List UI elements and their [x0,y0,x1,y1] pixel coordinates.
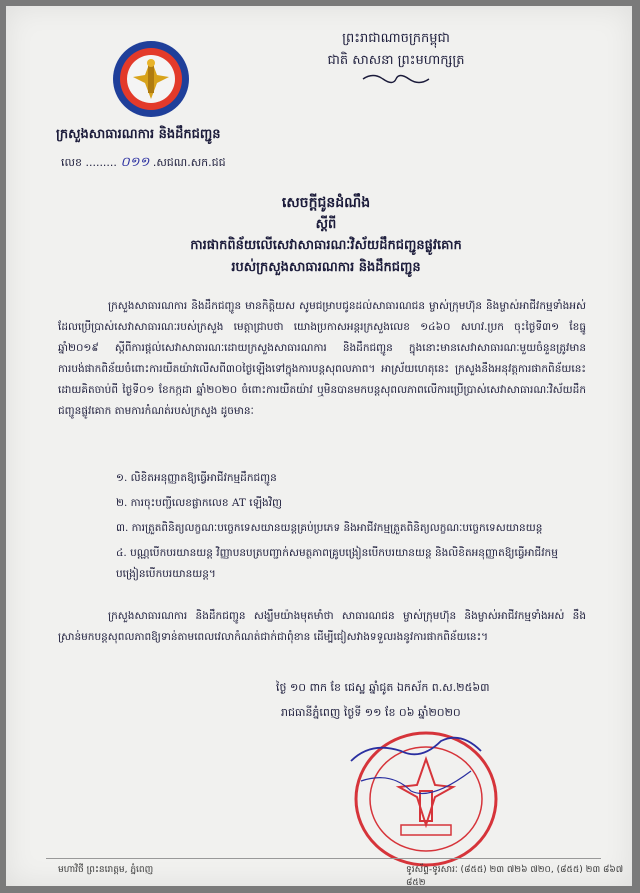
reference-handwritten-number: ០១១ [120,155,150,170]
title-line-3: ការផាកពិន័យលើសេវាសាធារណៈវិស័យដឹកជញ្ជូនផ្លូវគោក [190,238,462,253]
reference-prefix: លេខ [61,156,82,169]
kingdom-line-1: ព្រះរាជាណាចក្រកម្ពុជា [342,31,450,46]
closing-text [58,606,586,648]
lunar-date: ថ្ងៃ ១០ ពាក ខែ ជេស្ឋ ឆ្នាំជូត ឯកស័ក ព.ស.២៥៦៣ [276,681,490,694]
footer-divider [46,858,601,859]
list-item: ៤. បណ្ណបើកបរយានយន្ត វិញ្ញាបនបត្របញ្ជាក់សមត្ថភាពគ្រូបង្រៀនបើកបរយានយន្ត និងលិខិតអនុញ្ញាតឱ្យធ្វើអាជីវកម្មបង្រៀនបើកបរយានយន្ត។ [116,547,558,580]
reference-number: លេខ ......... ០១១ .សជណ.សក.ជជ [61,155,226,170]
ministry-name: ក្រសួងសាធារណការ និងដឹកជញ្ជូន [56,127,221,142]
footer-phone: ទូរស័ព្ទ-ទូរសារៈ (៨៥៥) ២៣ ៧២៦ ៧២០, (៨៥៥) ២៣ ៨៦៧ ៨៥២ [406,865,624,888]
solar-date: រាជធានីភ្នំពេញ ថ្ងៃទី ១១ ខែ ០៦ ឆ្នាំ២០២០ [281,706,461,719]
ministry-logo-icon [111,39,191,119]
body-text [58,296,586,422]
reference-suffix: .សជណ.សក.ជជ [152,156,226,169]
body-paragraph: ក្រសួងសាធារណការ និងដឹកជញ្ជូន មានកិត្តិយស សូមជម្រាបជូនដល់សាធារណជន ម្ចាស់ក្រុមហ៊ុន និងម្ចាស់អាជីវកម្មទាំងអស់ដែលប្រើប្រាស់សេវាសាធារណៈរបស់ក្រសួង មេត្តាជ្រាបថា យោងប្រកាសអន្តរក្រសួងលេខ ១៤៦០ សហវ.ប្រក ចុះថ្ងៃទី៣១ ខែធ្នូ ឆ្នាំ២០១៩ ស្ដីពីការផ្ដល់សេវាសាធារណៈដោយក្រសួងសាធារណការ និងដឹកជញ្ជូន ក្នុងនោះមានសេវាសាធារណៈមួយចំនួនត្រូវមានការបង់ផាកពិន័យចំពោះការយឺតយ៉ាវលើសពី៣០ថ្ងៃឡើងទៅក្នុងការបន្តសុពលភាព។ អាស្រ័យហេតុនេះ ក្រសួងនឹងអនុវត្តការផាកពិន័យនេះ ដោយគិតចាប់ពី ថ្ងៃទី០១ ខែកក្កដា ឆ្នាំ២០២០ ចំពោះការយឺតយ៉ាវ ឬមិនបានមកបន្តសុពលភាពលើការប្រើប្រាស់សេវាសាធារណៈវិស័យដឹកជញ្ជូនផ្លូវគោក តាមការកំណត់របស់ក្រសួង ដូចមានៈ [58,300,586,417]
title-line-2: ស្ដីពី [315,217,337,232]
title-line-1: សេចក្ដីជូនដំណឹង [281,195,371,211]
kingdom-line-2: ជាតិ សាសនា ព្រះមហាក្សត្រ [327,53,465,68]
requirements-list [116,468,586,589]
ornament-divider-icon [361,72,431,86]
list-item: ៣. ការត្រួតពិនិត្យលក្ខណៈបច្ចេកទេសយានយន្តគ្រប់ប្រភេទ និងអាជីវកម្មត្រួតពិនិត្យលក្ខណៈបច្ចេកទេសយានយន្ត [116,522,543,534]
kingdom-header [256,28,536,94]
document-page [6,6,632,886]
list-item: ១. លិខិតអនុញ្ញាតឱ្យធ្វើអាជីវកម្មដឹកជញ្ជូន [116,472,277,484]
title-line-4: របស់ក្រសួងសាធារណការ និងដឹកជញ្ជូន [231,260,421,275]
list-item: ២. ការចុះបញ្ជីលេខផ្លាកលេខ AT ឡើងវិញ [116,497,283,509]
title-block [126,191,526,279]
official-seal-icon [331,721,501,871]
closing-paragraph: ក្រសួងសាធារណការ និងដឹកជញ្ជូន សង្ឃឹមយ៉ាងមុតមាំថា សាធារណជន ម្ចាស់ក្រុមហ៊ុន និងម្ចាស់អាជីវកម្មទាំងអស់ នឹងស្រាន់មកបន្តសុពលភាពឱ្យទាន់តាមពេលវេលាកំណត់ជាក់ជាពុំខាន ដើម្បីជៀសវាងទទួលរងនូវការផាកពិន័យនេះ។ [58,610,586,643]
footer-address: មហាវិថី ព្រះនរោត្តម, ភ្នំពេញ [58,865,154,875]
